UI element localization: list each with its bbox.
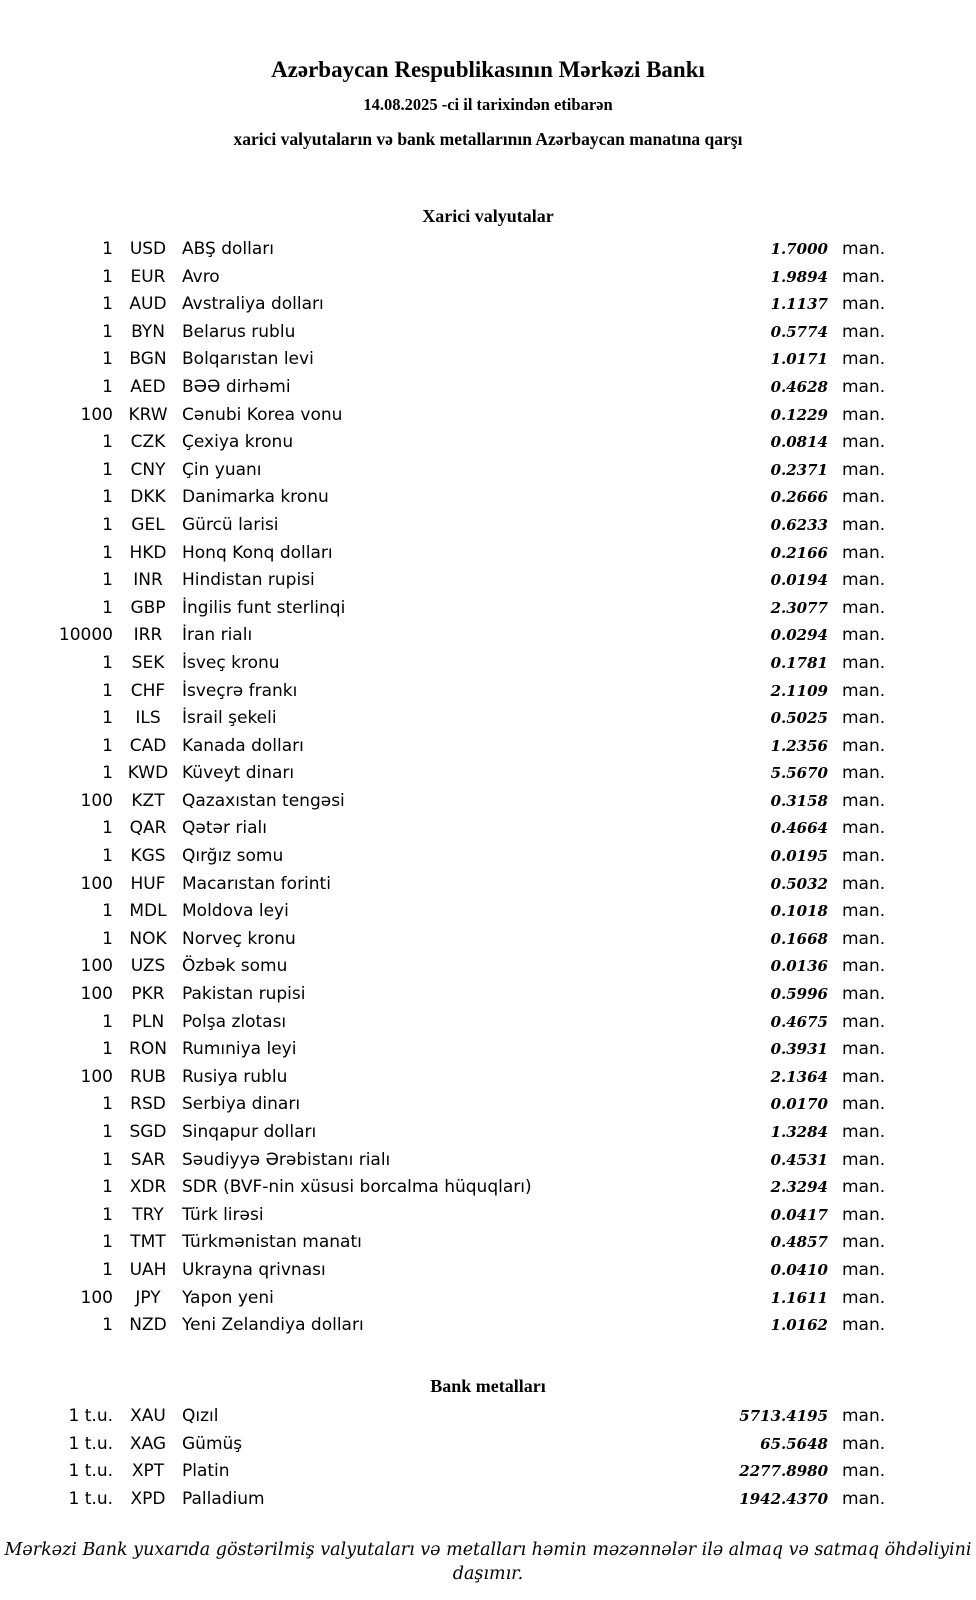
currency-row <box>0 705 976 733</box>
currency-name: İsrail şekeli <box>182 708 277 729</box>
currency-rate-unit: man. <box>842 1315 886 1336</box>
currency-rate-unit: man. <box>842 1066 886 1087</box>
currency-code: TRY <box>132 1204 164 1225</box>
currency-row <box>0 1312 976 1340</box>
currency-rate-value: 0.4628 <box>770 377 828 396</box>
currency-quantity: 1 <box>102 763 113 784</box>
currency-rate-unit: man. <box>842 1122 886 1142</box>
currency-code: MDL <box>129 901 167 922</box>
currency-name: İsveçrə frankı <box>182 680 298 701</box>
currency-name: Yeni Zelandiya dolları <box>182 1315 364 1336</box>
currency-rate-unit: man. <box>842 1149 886 1170</box>
currency-name: Türk lirəsi <box>182 1204 264 1225</box>
currency-quantity: 1 <box>102 1149 113 1170</box>
currency-rate-unit: man. <box>842 1039 886 1060</box>
currency-rate-value: 0.1781 <box>770 653 828 672</box>
metal-name: Qızıl <box>182 1406 219 1426</box>
metal-code: XPD <box>130 1488 166 1509</box>
currency-code: GBP <box>130 597 166 618</box>
currency-row <box>0 374 976 402</box>
metal-rate-unit: man. <box>842 1488 886 1509</box>
currency-quantity: 1 <box>102 266 113 287</box>
currency-rate-value: 0.5032 <box>770 874 828 893</box>
currency-quantity: 100 <box>80 790 113 811</box>
currency-name: Cənubi Korea vonu <box>182 404 343 425</box>
currency-rate-unit: man. <box>842 763 886 784</box>
currency-name: Macarıstan forinti <box>182 873 331 894</box>
currency-rate-unit: man. <box>842 873 886 894</box>
currency-rate-value: 0.0410 <box>770 1260 828 1279</box>
metal-name: Gümüş <box>182 1433 243 1454</box>
metals-section-title: Bank metalları <box>430 1376 546 1396</box>
currency-code: HKD <box>129 542 167 563</box>
currency-rate-value: 0.3158 <box>770 791 828 810</box>
currency-row <box>0 512 976 540</box>
currency-rate-value: 0.0417 <box>770 1205 828 1224</box>
currency-code: KWD <box>127 763 169 784</box>
currency-name: Özbək somu <box>182 956 288 977</box>
currency-code: NOK <box>129 928 167 949</box>
metal-quantity: 1 t.u. <box>68 1461 113 1482</box>
currency-rate-value: 2.3077 <box>770 598 828 617</box>
currency-row <box>0 788 976 816</box>
currency-quantity: 1 <box>102 928 113 949</box>
metal-code: XAG <box>129 1433 167 1454</box>
currency-rate-unit: man. <box>842 1259 886 1280</box>
currency-rate-value: 0.0194 <box>770 571 828 590</box>
currency-code: GEL <box>131 514 165 535</box>
currency-row <box>0 595 976 623</box>
currency-quantity: 1 <box>102 239 113 259</box>
currency-code: PLN <box>131 1011 165 1032</box>
currency-code: CNY <box>130 459 166 480</box>
currency-rate-value: 0.1229 <box>770 405 828 424</box>
metal-rate-value: 1942.4370 <box>739 1489 828 1508</box>
currency-quantity: 1 <box>102 294 113 315</box>
currency-row <box>0 1036 976 1064</box>
metal-quantity: 1 t.u. <box>68 1433 113 1454</box>
currency-rate-unit: man. <box>842 404 886 425</box>
currency-name: İngilis funt sterlinqi <box>182 597 346 618</box>
currency-quantity: 1 <box>102 376 113 397</box>
currency-quantity: 1 <box>102 432 113 453</box>
currency-code: RON <box>129 1039 167 1060</box>
metal-rate-value: 65.5648 <box>760 1434 828 1453</box>
currency-quantity: 100 <box>80 984 113 1005</box>
currency-quantity: 100 <box>80 1287 113 1308</box>
currency-name: Rusiya rublu <box>182 1066 288 1087</box>
currency-rate-unit: man. <box>842 625 886 646</box>
currency-rate-unit: man. <box>842 597 886 618</box>
currency-code: CAD <box>129 735 167 756</box>
currency-name: Moldova leyi <box>182 901 289 922</box>
currency-quantity: 1 <box>102 597 113 618</box>
currency-rate-value: 2.3294 <box>770 1178 828 1197</box>
currency-rate-unit: man. <box>842 1287 886 1308</box>
currency-row <box>0 236 976 264</box>
currency-row <box>0 264 976 292</box>
currency-quantity: 1 <box>102 542 113 563</box>
currency-name: Küveyt dinarı <box>182 763 295 784</box>
currency-rate-unit: man. <box>842 459 886 480</box>
currency-code: SGD <box>129 1122 167 1142</box>
currency-rate-value: 0.0170 <box>770 1095 828 1114</box>
currency-name: Səudiyyə Ərəbistanı rialı <box>182 1149 391 1170</box>
currency-name: SDR (BVF-nin xüsusi borcalma hüquqları) <box>182 1177 532 1198</box>
page-title: Azərbaycan Respublikasının Mərkəzi Bankı <box>271 57 705 82</box>
currency-row <box>0 843 976 871</box>
currency-code: CZK <box>130 432 166 453</box>
currency-rate-unit: man. <box>842 984 886 1005</box>
metal-rate-unit: man. <box>842 1406 886 1426</box>
currency-quantity: 1 <box>102 846 113 867</box>
currency-rate-value: 2.1109 <box>770 681 828 700</box>
currency-row <box>0 429 976 457</box>
currency-quantity: 100 <box>80 404 113 425</box>
currency-row <box>0 1119 976 1147</box>
currency-name: Çexiya kronu <box>182 432 294 453</box>
currency-quantity: 1 <box>102 1039 113 1060</box>
currency-rate-unit: man. <box>842 1232 886 1253</box>
currency-rate-unit: man. <box>842 487 886 508</box>
currency-quantity: 100 <box>80 873 113 894</box>
currency-code: RSD <box>130 1094 166 1115</box>
currency-quantity: 1 <box>102 818 113 839</box>
currency-row <box>0 1009 976 1037</box>
currency-code: UAH <box>129 1259 167 1280</box>
currency-code: NZD <box>129 1315 167 1336</box>
currency-rate-value: 0.0195 <box>770 847 828 866</box>
currency-row <box>0 1285 976 1313</box>
currency-rate-value: 0.2371 <box>770 460 828 479</box>
currency-rate-value: 0.4664 <box>770 819 828 838</box>
currency-name: Norveç kronu <box>182 928 296 949</box>
currency-row <box>0 346 976 374</box>
currency-rate-unit: man. <box>842 1204 886 1225</box>
currency-row <box>0 1091 976 1119</box>
currency-code: SAR <box>130 1149 166 1170</box>
currency-row <box>0 953 976 981</box>
currency-name: Avstraliya dolları <box>182 294 324 315</box>
currency-rate-unit: man. <box>842 818 886 839</box>
currency-quantity: 1 <box>102 1177 113 1198</box>
currency-rate-unit: man. <box>842 376 886 397</box>
currencies-table <box>0 236 976 1340</box>
metal-name: Palladium <box>182 1488 265 1509</box>
currency-rate-value: 1.9894 <box>770 267 828 286</box>
currency-rate-unit: man. <box>842 956 886 977</box>
currency-row <box>0 291 976 319</box>
currency-row <box>0 1202 976 1230</box>
currency-row <box>0 926 976 954</box>
currency-code: AED <box>130 376 166 397</box>
currency-row <box>0 981 976 1009</box>
currency-code: BYN <box>131 321 165 342</box>
currency-quantity: 1 <box>102 570 113 591</box>
currency-name: Belarus rublu <box>182 321 296 342</box>
currency-rate-unit: man. <box>842 735 886 756</box>
currency-quantity: 1 <box>102 1094 113 1115</box>
currency-row <box>0 457 976 485</box>
currency-code: KGS <box>130 846 166 867</box>
currency-code: RUB <box>130 1066 166 1087</box>
currency-rate-value: 0.5774 <box>770 322 828 341</box>
currency-name: Qırğız somu <box>182 846 284 867</box>
currency-row <box>0 898 976 926</box>
currency-code: KZT <box>131 790 165 811</box>
currency-name: ABŞ dolları <box>182 239 274 259</box>
currency-code: EUR <box>130 266 166 287</box>
currency-row <box>0 1147 976 1175</box>
currency-name: Gürcü larisi <box>182 514 279 535</box>
currency-quantity: 1 <box>102 487 113 508</box>
currency-row <box>0 567 976 595</box>
currency-rate-unit: man. <box>842 432 886 453</box>
currency-quantity: 1 <box>102 514 113 535</box>
currency-name: Polşa zlotası <box>182 1011 287 1032</box>
currency-name: Çin yuanı <box>182 459 262 480</box>
currency-rate-value: 0.3931 <box>770 1040 828 1059</box>
currency-name: Serbiya dinarı <box>182 1094 301 1115</box>
effective-date-line: 14.08.2025 -ci il tarixindən etibarən <box>363 95 613 114</box>
metal-quantity: 1 t.u. <box>68 1406 113 1426</box>
currency-row <box>0 733 976 761</box>
currency-rate-value: 0.4675 <box>770 1012 828 1031</box>
currency-rate-value: 1.7000 <box>770 240 828 258</box>
currency-rate-value: 0.6233 <box>770 515 828 534</box>
currency-name: Honq Konq dolları <box>182 542 333 563</box>
currency-rate-value: 0.0294 <box>770 626 828 645</box>
currency-row <box>0 484 976 512</box>
currency-rate-value: 0.4531 <box>770 1150 828 1169</box>
currency-name: Avro <box>182 266 220 287</box>
currency-rate-unit: man. <box>842 542 886 563</box>
currency-quantity: 1 <box>102 1232 113 1253</box>
currency-row <box>0 402 976 430</box>
currency-row <box>0 1257 976 1285</box>
currency-name: Hindistan rupisi <box>182 570 315 591</box>
currency-row <box>0 678 976 706</box>
currency-name: İsveç kronu <box>182 652 280 673</box>
metal-row <box>0 1458 976 1486</box>
currency-row <box>0 319 976 347</box>
currency-code: CHF <box>130 680 166 701</box>
currency-rate-unit: man. <box>842 1011 886 1032</box>
currency-rate-value: 0.0136 <box>770 957 828 976</box>
currency-code: HUF <box>130 873 166 894</box>
currency-name: Yapon yeni <box>182 1287 274 1308</box>
currency-quantity: 1 <box>102 1122 113 1142</box>
currency-rate-unit: man. <box>842 928 886 949</box>
metal-rate-value: 5713.4195 <box>739 1407 828 1425</box>
currency-quantity: 1 <box>102 1204 113 1225</box>
currency-rate-value: 0.5025 <box>770 709 828 728</box>
currency-code: INR <box>133 570 163 591</box>
currency-rate-value: 1.0171 <box>770 350 828 369</box>
currency-row <box>0 1174 976 1202</box>
currency-rate-value: 0.0814 <box>770 433 828 452</box>
currency-quantity: 100 <box>80 956 113 977</box>
currency-rate-value: 0.2166 <box>770 543 828 562</box>
currency-quantity: 10000 <box>58 625 113 646</box>
currency-rate-unit: man. <box>842 652 886 673</box>
currency-code: USD <box>129 239 167 259</box>
currency-name: Türkmənistan manatı <box>182 1232 362 1253</box>
metal-row <box>0 1431 976 1459</box>
currency-name: Kanada dolları <box>182 735 304 756</box>
currency-row <box>0 1229 976 1257</box>
currency-rate-value: 0.4857 <box>770 1233 828 1252</box>
currency-code: UZS <box>130 956 166 977</box>
currency-rate-unit: man. <box>842 266 886 287</box>
currency-code: BGN <box>129 349 167 370</box>
currency-name: Qətər rialı <box>182 818 267 839</box>
currency-rate-value: 0.2666 <box>770 488 828 507</box>
metal-row <box>0 1403 976 1431</box>
currency-row <box>0 760 976 788</box>
metal-code: XAU <box>130 1406 166 1426</box>
currency-rate-unit: man. <box>842 1094 886 1115</box>
currency-quantity: 1 <box>102 459 113 480</box>
currency-quantity: 1 <box>102 901 113 922</box>
currency-rate-value: 0.1668 <box>770 929 828 948</box>
metal-code: XPT <box>131 1461 165 1482</box>
currency-rate-unit: man. <box>842 294 886 315</box>
currency-rate-value: 5.5670 <box>770 764 828 783</box>
currency-row <box>0 540 976 568</box>
currency-code: TMT <box>130 1232 166 1253</box>
currency-row <box>0 622 976 650</box>
disclaimer-note: Mərkəzi Bank yuxarıda göstərilmiş valyutaları və metalları həmin məzənnələr ilə almaq və satmaq öhdəliyini daşımır. <box>4 1540 972 1584</box>
metal-row <box>0 1486 976 1514</box>
currency-rate-value: 1.0162 <box>770 1316 828 1335</box>
metal-rate-unit: man. <box>842 1461 886 1482</box>
currency-quantity: 1 <box>102 1315 113 1336</box>
currency-name: Rumıniya leyi <box>182 1039 297 1060</box>
currency-rate-unit: man. <box>842 708 886 729</box>
currency-quantity: 1 <box>102 708 113 729</box>
currency-rate-unit: man. <box>842 514 886 535</box>
currency-rate-value: 0.1018 <box>770 902 828 921</box>
currency-rate-value: 1.3284 <box>770 1123 828 1141</box>
currency-quantity: 1 <box>102 680 113 701</box>
currency-name: İran rialı <box>182 625 253 646</box>
currency-quantity: 1 <box>102 349 113 370</box>
currency-name: Ukrayna qrivnası <box>182 1259 326 1280</box>
currency-code: XDR <box>129 1177 167 1198</box>
currency-code: ILS <box>135 708 161 729</box>
currency-rate-value: 0.5996 <box>770 985 828 1004</box>
currency-rate-value: 1.1611 <box>770 1288 828 1307</box>
currency-rate-value: 1.1137 <box>770 295 828 314</box>
currency-quantity: 1 <box>102 1259 113 1280</box>
currency-code: QAR <box>129 818 167 839</box>
currency-rate-unit: man. <box>842 680 886 701</box>
currency-quantity: 1 <box>102 735 113 756</box>
currency-rate-unit: man. <box>842 790 886 811</box>
currency-row <box>0 871 976 899</box>
currency-rate-unit: man. <box>842 570 886 591</box>
document-subtitle: xarici valyutaların və bank metallarının Azərbaycan manatına qarşı <box>233 129 743 149</box>
currency-code: IRR <box>133 625 163 646</box>
currency-quantity: 1 <box>102 652 113 673</box>
currency-rate-unit: man. <box>842 321 886 342</box>
currency-rate-unit: man. <box>842 349 886 370</box>
currency-quantity: 1 <box>102 321 113 342</box>
currency-quantity: 1 <box>102 1011 113 1032</box>
currency-rate-unit: man. <box>842 901 886 922</box>
currency-code: DKK <box>130 487 166 508</box>
metals-table <box>0 1403 976 1513</box>
currency-row <box>0 650 976 678</box>
metal-name: Platin <box>182 1461 230 1482</box>
currency-row <box>0 1064 976 1092</box>
currency-rate-unit: man. <box>842 239 886 259</box>
metal-quantity: 1 t.u. <box>68 1488 113 1509</box>
metal-rate-value: 2277.8980 <box>739 1462 828 1481</box>
currency-rate-value: 1.2356 <box>770 736 828 755</box>
currency-row <box>0 815 976 843</box>
currency-name: Sinqapur dolları <box>182 1122 317 1142</box>
currency-code: KRW <box>128 404 168 425</box>
currency-rate-value: 2.1364 <box>770 1067 828 1086</box>
currency-code: SEK <box>131 652 165 673</box>
currency-name: Bolqarıstan levi <box>182 349 314 370</box>
currency-rate-unit: man. <box>842 846 886 867</box>
currency-code: JPY <box>135 1287 161 1308</box>
currency-quantity: 100 <box>80 1066 113 1087</box>
currency-code: PKR <box>131 984 165 1005</box>
currencies-section-title: Xarici valyutalar <box>422 206 554 226</box>
currency-name: Qazaxıstan tengəsi <box>182 790 345 811</box>
metal-rate-unit: man. <box>842 1433 886 1454</box>
currency-code: AUD <box>129 294 167 315</box>
currency-rate-unit: man. <box>842 1177 886 1198</box>
currency-name: Danimarka kronu <box>182 487 329 508</box>
currency-name: Pakistan rupisi <box>182 984 306 1005</box>
currency-name: BƏƏ dirhəmi <box>182 376 291 397</box>
